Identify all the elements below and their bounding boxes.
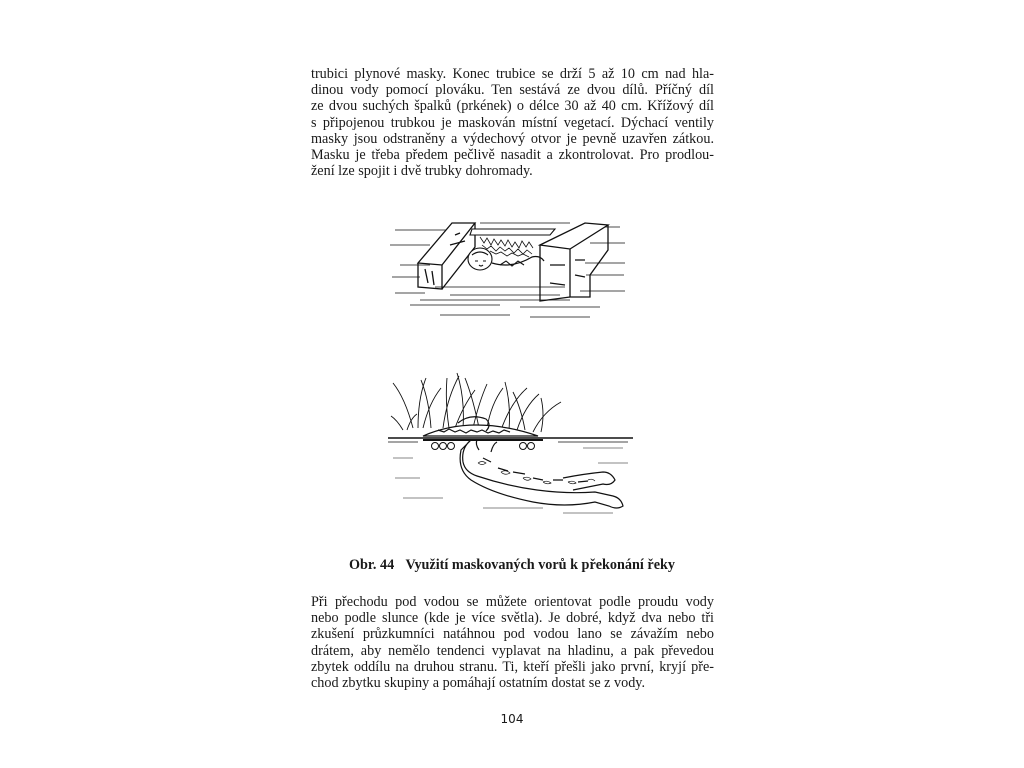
float-rollers: [432, 443, 535, 450]
camouflaged-raft-illustration-icon: [380, 205, 630, 323]
text-line: nebo podle slunce (kde je více světla). Je dobré, když dva nebo tři: [311, 610, 714, 627]
text-line: dinou vody pomocí plováku. Ten sestává ze dvou dílů. Příčný díl: [311, 82, 714, 99]
text-line: Masku je třeba předem pečlivě nasadit a zkontrolovat. Pro prodlou-: [311, 147, 714, 164]
cross-plank: [470, 229, 555, 235]
page-number: 104: [500, 712, 524, 726]
text-line: drátem, aby nemělo tendenci vyplavat na hladinu, a pak převedou: [311, 642, 714, 659]
text-line: žení lze spojit i dvě trubky dohromady.: [311, 163, 533, 180]
text-line: trubici plynové masky. Konec trubice se drží 5 až 10 cm nad hla-: [311, 66, 714, 82]
text-line: Při přechodu pod vodou se můžete orientovat podle proudu vody: [311, 594, 714, 610]
text-line: zkušení průzkumníci natáhnou pod vodou lano se závažím nebo: [311, 626, 714, 643]
text-line: masky jsou odstraněny a výdechový otvor je pevně uzavřen zátkou.: [311, 130, 714, 147]
figure-number: Obr. 44: [349, 557, 395, 573]
text-line: zbytek oddílu na druhou stranu. Ti, kteří přešli jako první, kryjí pře-: [311, 658, 714, 675]
camo-pattern: [478, 462, 595, 484]
water-surface: [388, 438, 633, 442]
figure-caption: [290, 557, 734, 574]
swimmer-body: [460, 440, 623, 508]
text-line: ze dvou suchých špalků (prkének) o délce 30 až 40 cm. Křížový díl: [311, 98, 714, 115]
reeds: [391, 373, 561, 432]
bottom-paragraph: [311, 594, 714, 691]
left-log: [418, 223, 475, 289]
text-line: s připojenou trubkou je maskován místní vegetací. Dýchací ventily: [311, 114, 714, 131]
figure-caption-text: Využití maskovaných vorů k překonání řeky: [405, 557, 675, 573]
underwater-swimmer-illustration-icon: [383, 368, 635, 528]
text-line: chod zbytku skupiny a pomáhají ostatním dostat se z vody.: [311, 675, 646, 692]
underwater-texture: [393, 448, 628, 513]
swimmer-head: [468, 248, 544, 270]
top-paragraph: [311, 66, 714, 179]
